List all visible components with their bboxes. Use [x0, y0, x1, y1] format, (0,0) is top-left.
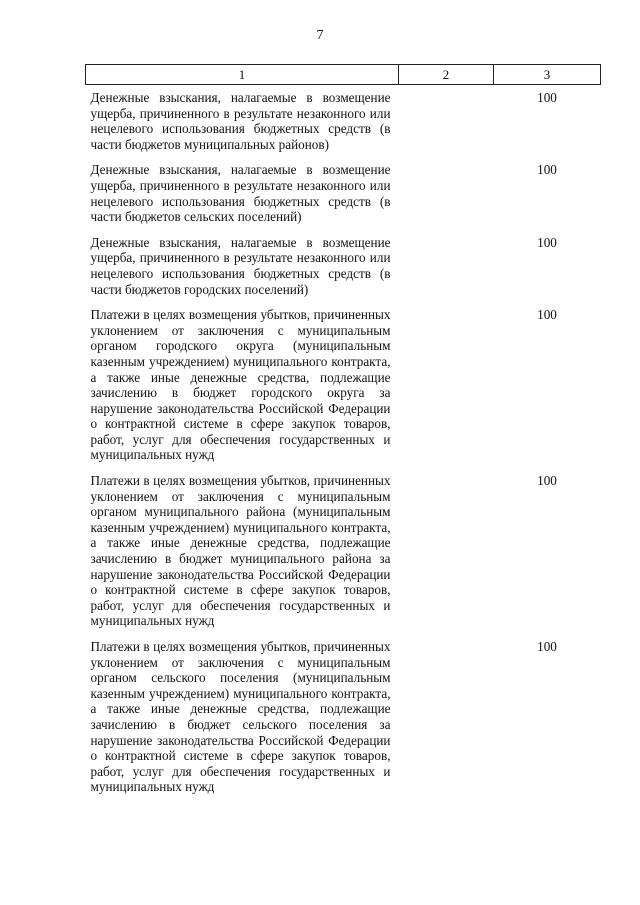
table-row: [86, 85, 601, 158]
budget-table: [85, 64, 601, 800]
table-header: [86, 65, 601, 85]
table-body: [86, 85, 601, 800]
row-description: Платежи в целях возмещения убытков, причиненных уклонением от заключения с муниципальным органом муниципального района (муниципальным казенным учреждением) муниципального контракта, а также иные денежные средства, подлежащие зачислению в бюджет муниципального района за нарушение законодательства Российской Федерации о контрактной системе в сфере закупок товаров, работ, услуг для обеспечения государственных и муниципальных нужд: [90, 473, 391, 629]
column-header-3: 3: [494, 65, 601, 85]
row-col3-value: 100: [537, 234, 557, 250]
row-col2-value: [399, 230, 494, 302]
row-col3-value: 100: [537, 162, 557, 178]
row-description: Денежные взыскания, налагаемые в возмещение ущерба, причиненного в результате незаконного или нецелевого использования бюджетных средств (в части бюджетов сельских поселений): [90, 162, 391, 225]
row-description: Платежи в целях возмещения убытков, причиненных уклонением от заключения с муниципальным органом сельского поселения (муниципальным казенным учреждением) муниципального контракта, а также иные денежные средства, подлежащие зачислению в бюджет сельского поселения за нарушение законодательства Российской Федерации о контрактной системе в сфере закупок товаров, работ, услуг для обеспечения государственных и муниципальных нужд: [90, 639, 391, 795]
column-header-2: 2: [399, 65, 494, 85]
row-col3-value: 100: [537, 90, 557, 105]
column-header-1: 1: [86, 65, 399, 85]
table-row: [86, 468, 601, 634]
row-col3-value: 100: [537, 473, 557, 489]
row-description: Денежные взыскания, налагаемые в возмещение ущерба, причиненного в результате незаконного или нецелевого использования бюджетных средств (в части бюджетов муниципальных районов): [90, 90, 391, 152]
table-row: [86, 302, 601, 468]
header-row: [86, 65, 601, 85]
row-col2-value: [399, 85, 494, 158]
table-row: [86, 634, 601, 800]
table-row: [86, 230, 601, 302]
row-description: Платежи в целях возмещения убытков, причиненных уклонением от заключения с муниципальным органом городского округа (муниципальным казенным учреждением) муниципального контракта, а также иные денежные средства, подлежащие зачислению в бюджет городского округа за нарушение законодательства Российской Федерации о контрактной системе в сфере закупок товаров, работ, услуг для обеспечения государственных и муниципальных нужд: [90, 307, 391, 463]
row-col3-value: 100: [537, 307, 557, 323]
row-description: Денежные взыскания, налагаемые в возмещение ущерба, причиненного в результате незаконного или нецелевого использования бюджетных средств (в части бюджетов городских поселений): [90, 234, 391, 297]
row-col2-value: [399, 468, 494, 634]
row-col3-value: 100: [537, 639, 557, 654]
row-col2-value: [399, 634, 494, 800]
page-number: 7: [316, 28, 324, 43]
row-col2-value: [399, 302, 494, 468]
table-row: [86, 157, 601, 229]
row-col2-value: [399, 157, 494, 229]
